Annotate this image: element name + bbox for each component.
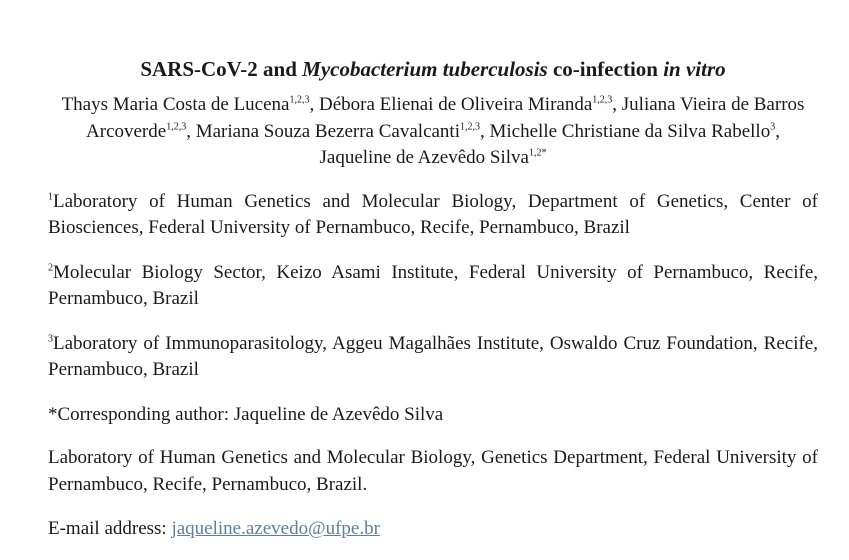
corresponding-address: Laboratory of Human Genetics and Molecular Biology, Genetics Department, Federal University of Pernambuco, Recife, Pernambuco, Brazil. [48,447,818,495]
affiliation-text: Laboratory of Immunoparasitology, Aggeu Magalhães Institute, Oswaldo Cruz Foundation, Recife, Pernambuco, Brazil [48,332,818,380]
author-name: Mariana Souza Bezerra Cavalcanti [195,120,460,142]
author-affiliation-marker: 1,2,3 [592,94,613,106]
title-organism-name: Mycobacterium tuberculosis [302,57,548,81]
author [320,147,547,168]
author-name: Juliana Vieira de Barros Arcoverde [86,94,805,142]
affiliation-number: 3 [48,333,53,345]
title-in-vitro: in vitro [663,57,726,81]
author-affiliation-marker: 1,2* [528,147,547,159]
author-separator: , [309,94,319,115]
title-part-3: co-infection [547,57,664,81]
author-separator: , [480,120,490,142]
author-name: Michelle Christiane da Silva Rabello [489,120,771,142]
corresponding-author: *Corresponding author: Jaqueline de Azevêdo Silva [48,403,444,425]
author-affiliation-marker: 3 [770,121,776,133]
author-affiliation-marker: 1,2,3 [166,121,187,133]
paper-front-matter [48,55,818,560]
author-list [48,92,818,172]
email-label: E-mail address: [48,518,172,539]
author [319,94,622,115]
author-separator: , [612,94,622,115]
email-link[interactable]: jaqueline.azevedo@ufpe.br [171,518,380,539]
affiliation-number: 1 [48,191,53,203]
affiliation-3 [48,331,818,384]
affiliation-text: Molecular Biology Sector, Keizo Asami Institute, Federal University of Pernambuco, Recife, Pernambuco, Brazil [48,261,818,309]
affiliation-2 [48,260,818,313]
author-separator: , [186,120,196,142]
author-name: Débora Elienai de Oliveira Miranda [318,94,593,115]
author-affiliation-marker: 1,2,3 [289,94,310,106]
author-affiliation-marker: 1,2,3 [460,121,480,133]
author [62,94,319,115]
email-line [48,516,818,543]
title-part-1: SARS-CoV-2 and [140,57,303,81]
affiliation-number: 2 [48,262,53,274]
affiliation-text: Laboratory of Human Genetics and Molecular Biology, Department of Genetics, Center of Biosciences, Federal University of Pernambuco, Recife, Pernambuco, Brazil [48,190,818,238]
author-name: Thays Maria Costa de Lucena [61,94,290,115]
author [490,121,780,142]
paper-title [48,55,818,83]
author-name: Jaqueline de Azevêdo Silva [319,147,529,168]
author-separator: , [775,120,780,142]
affiliation-1 [48,189,818,242]
author [196,121,490,142]
